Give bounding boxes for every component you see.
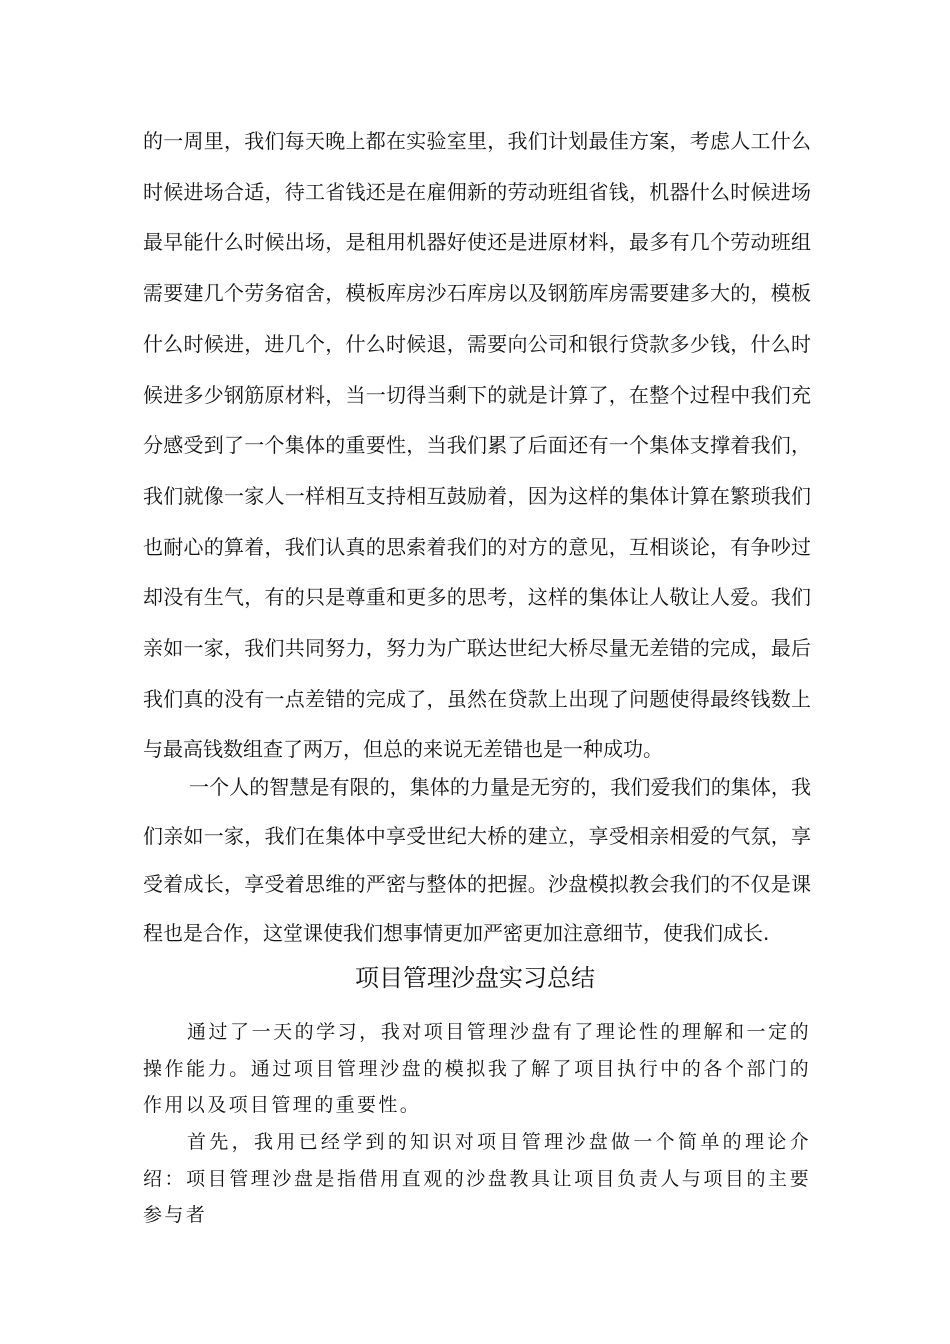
section-paragraph-2: 首先，我用已经学到的知识对项目管理沙盘做一个简单的理论介绍：项目管理沙盘是指借用直观的沙盘教具让项目负责人与项目的主要参与者 bbox=[143, 1131, 811, 1226]
body-paragraph-2: 一个人的智慧是有限的，集体的力量是无穷的，我们爱我们的集体，我们亲如一家，我们在集体中享受世纪大桥的建立，享受相亲相爱的气氛，享受着成长，享受着思维的严密与整体的把握。沙盘模拟教会我们的不仅是课程也是合作，这堂课使我们想事情更加严密更加注意细节，使我们成长. bbox=[143, 775, 811, 945]
body-paragraph-1: 的一周里，我们每天晚上都在实验室里，我们计划最佳方案，考虑人工什么时候进场合适，待工省钱还是在雇佣新的劳动班组省钱，机器什么时候进场最早能什么时候出场，是租用机器好使还是进原材料，最多有几个劳动班组需要建几个劳务宿舍，模板库房沙石库房以及钢筋库房需要建多大的，模板什么时候进，进几个，什么时候退，需要向公司和银行贷款多少钱，什么时候进多少钢筋原材料，当一切得当剩下的就是计算了，在整个过程中我们充分感受到了一个集体的重要性，当我们累了后面还有一个集体支撑着我们，我们就像一家人一样相互支持相互鼓励着，因为这样的集体计算在繁琐我们也耐心的算着，我们认真的思索着我们的对方的意见，互相谈论，有争吵过却没有生气，有的只是尊重和更多的思考，这样的集体让人敬让人爱。我们亲如一家，我们共同努力，努力为广联达世纪大桥尽量无差错的完成，最后我们真的没有一点差错的完成了，虽然在贷款上出现了问题使得最终钱数上与最高钱数组查了两万，但总的来说无差错也是一种成功。 bbox=[143, 129, 811, 762]
section-title: 项目管理沙盘实习总结 bbox=[355, 964, 595, 992]
section-paragraph-1: 通过了一天的学习，我对项目管理沙盘有了理论性的理解和一定的操作能力。通过项目管理沙盘的模拟我了解了项目执行中的各个部门的作用以及项目管理的重要性。 bbox=[143, 1021, 811, 1116]
